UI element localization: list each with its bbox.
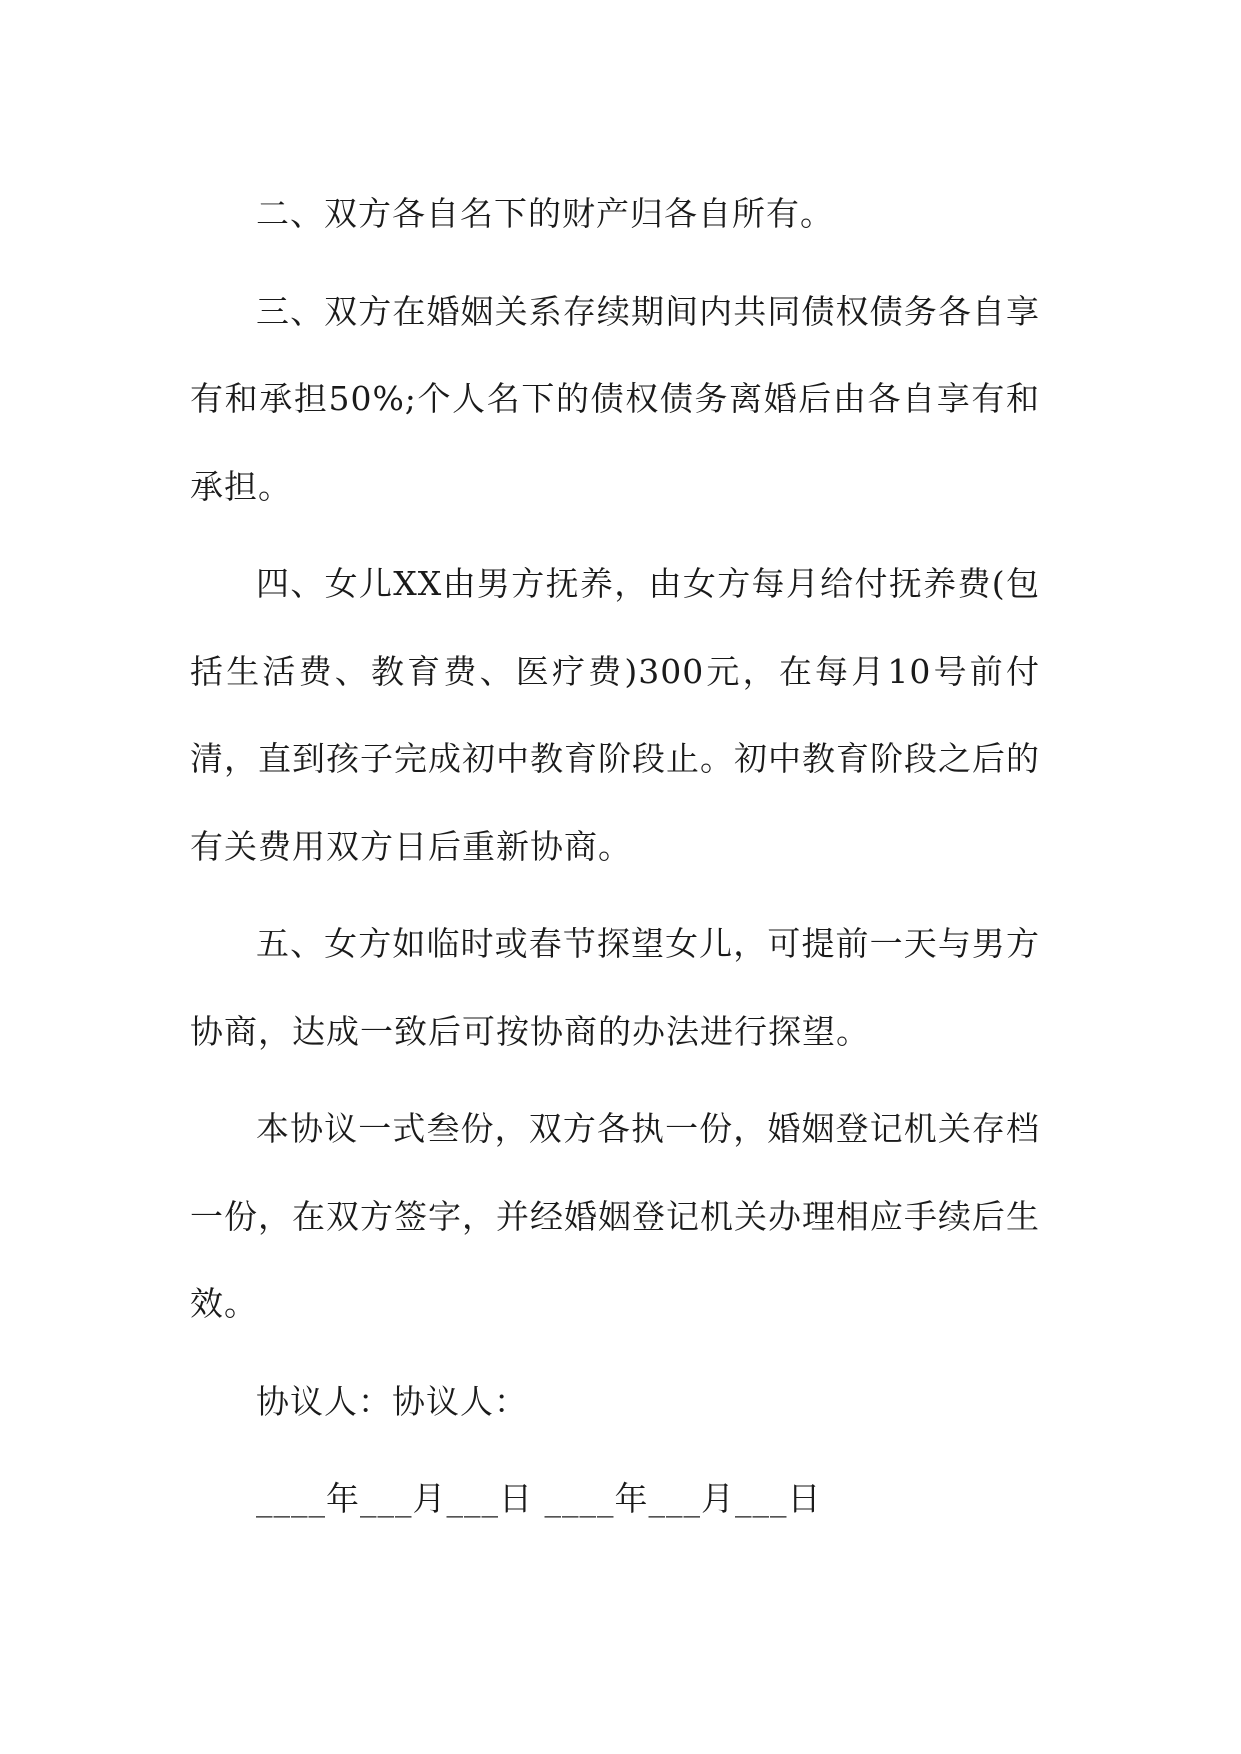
signatories-line: 协议人：协议人：: [256, 1381, 528, 1421]
clause-5-visitation: 五、女方如临时或春节探望女儿，可提前一天与男方协商，达成一致后可按协商的办法进行探望。: [190, 924, 1040, 1051]
document-body: [190, 170, 1040, 1553]
clause-4-child-support: 四、女儿XX由男方抚养，由女方每月给付抚养费(包括生活费、教育费、医疗费)300元，在每月10号前付清，直到孩子完成初中教育阶段止。初中教育阶段之后的有关费用双方日后重新协商。: [190, 564, 1040, 866]
date-line: ____年___月___日 ____年___月___日: [256, 1479, 822, 1518]
clause-2-property: 二、双方各自名下的财产归各自所有。: [256, 194, 834, 233]
agreement-copies-clause: 本协议一式叁份，双方各执一份，婚姻登记机关存档一份，在双方签字，并经婚姻登记机关办理相应手续后生效。: [190, 1109, 1040, 1323]
clause-3-debts: 三、双方在婚姻关系存续期间内共同债权债务各自享有和承担50%;个人名下的债权债务离婚后由各自享有和承担。: [190, 291, 1040, 506]
